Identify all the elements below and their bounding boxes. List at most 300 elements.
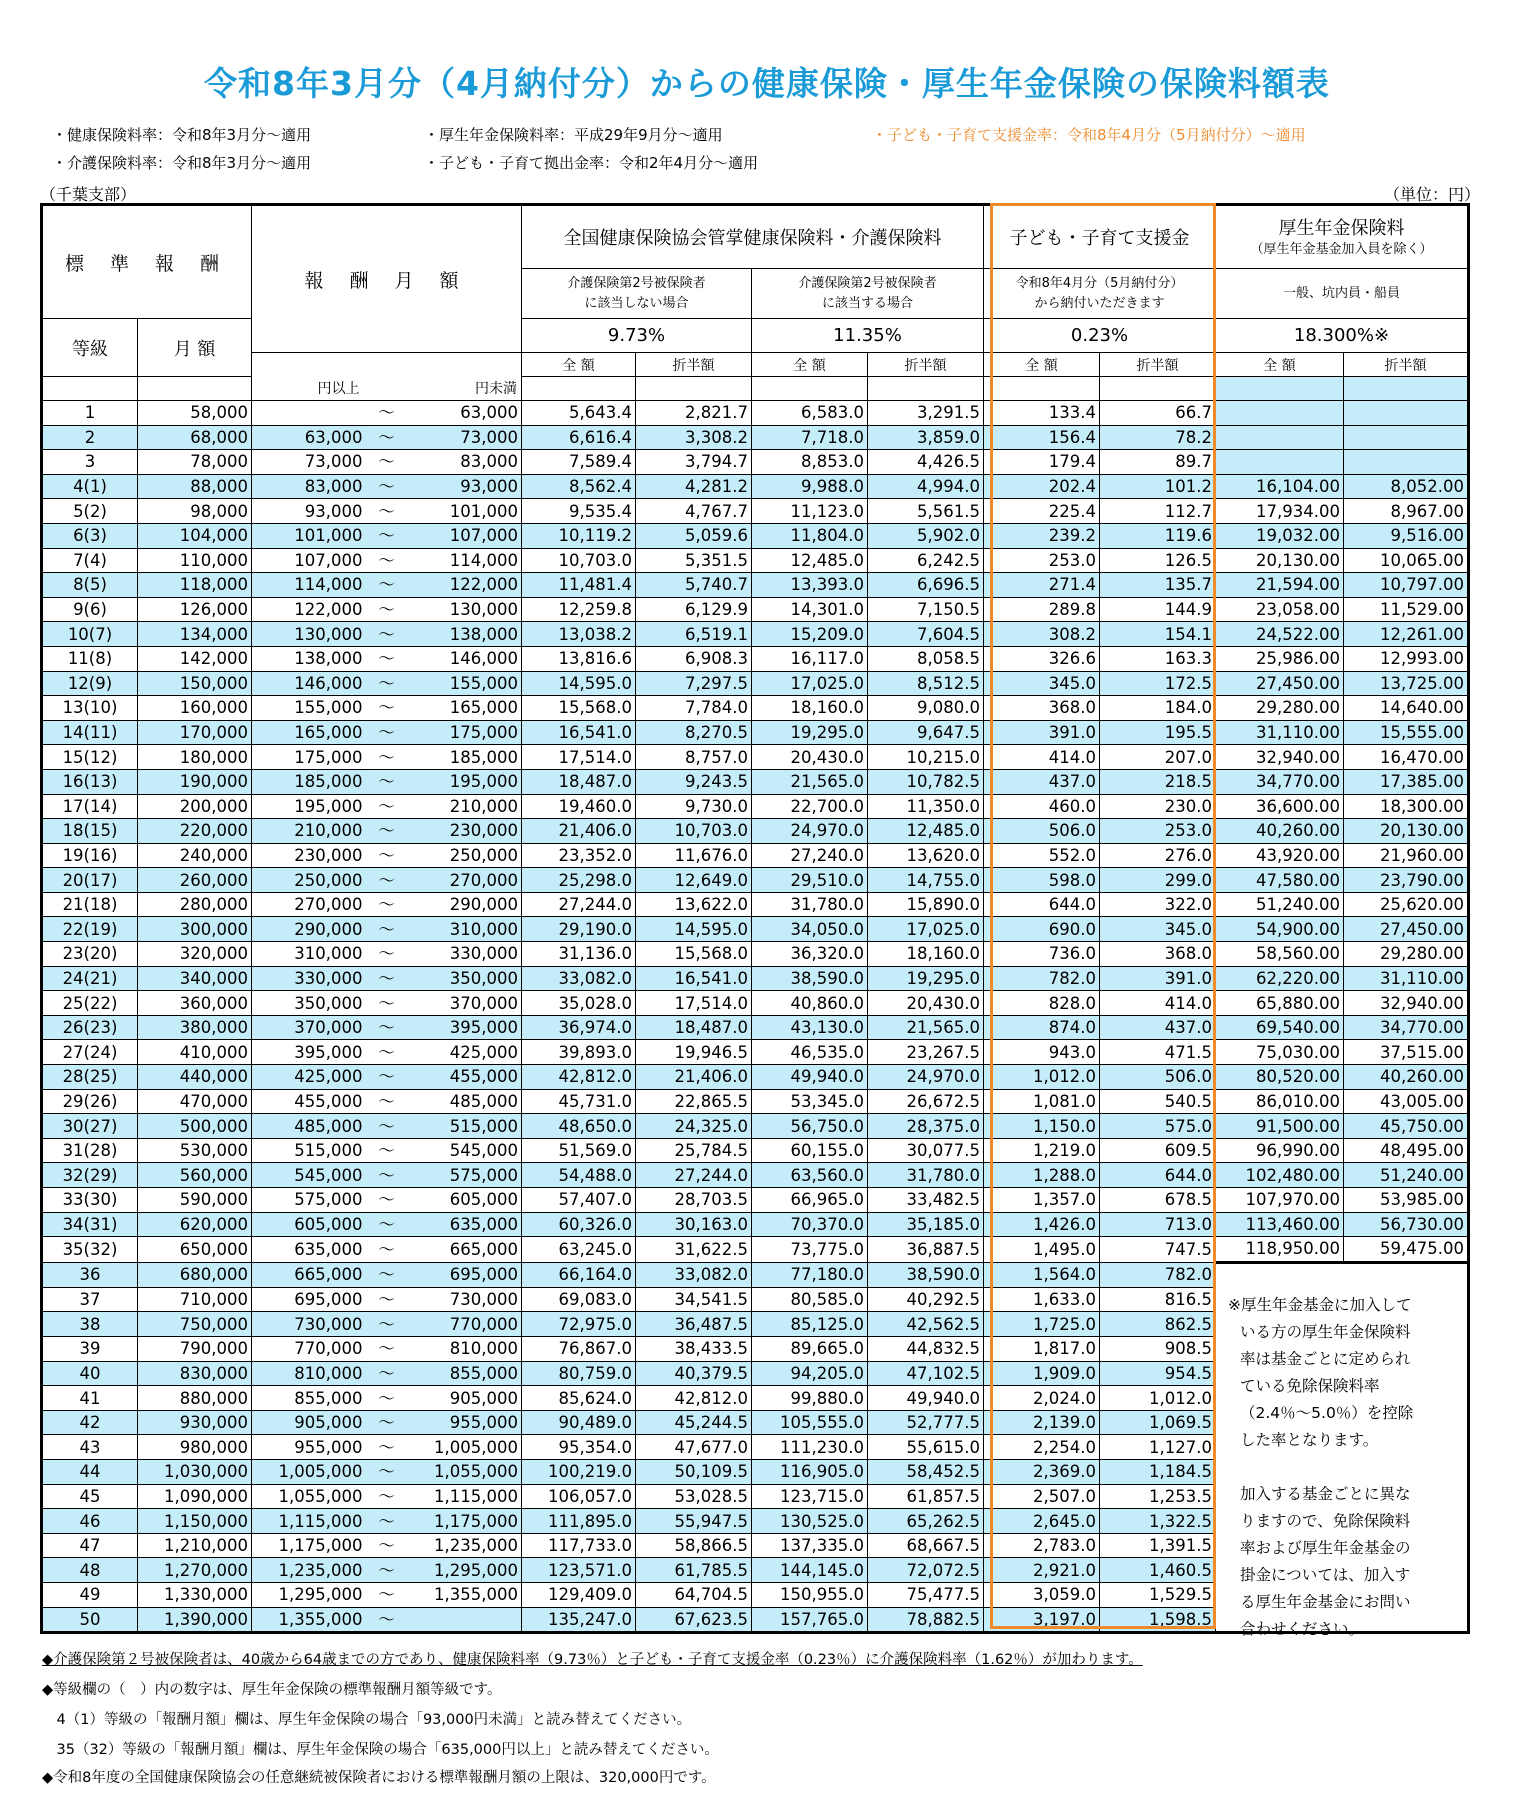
cell-health-full: 95,354.0 (522, 1435, 636, 1460)
cell-care-half: 18,160.0 (868, 942, 984, 967)
cell-range-from: 230,000 (252, 843, 366, 868)
table-row (42, 942, 1469, 967)
cell-health-full: 66,164.0 (522, 1262, 636, 1287)
cell-pension-full: 75,030.00 (1216, 1040, 1344, 1065)
cell-child-half: 609.5 (1100, 1138, 1216, 1163)
cell-monthly: 1,330,000 (138, 1583, 252, 1608)
cell-range-tilde: ～ (366, 892, 408, 917)
cell-care-full: 144,145.0 (752, 1558, 868, 1583)
cell-care-half: 14,755.0 (868, 868, 984, 893)
header-child-sub-line1: 令和8年4月分（5月納付分） (1015, 275, 1184, 291)
cell-pension-half: 59,475.00 (1344, 1237, 1469, 1263)
cell-child-half: 908.5 (1100, 1337, 1216, 1362)
cell-grade: 44 (42, 1460, 138, 1485)
cell-care-half: 8,512.5 (868, 671, 984, 696)
cell-health-full: 31,136.0 (522, 942, 636, 967)
cell-care-full: 12,485.0 (752, 548, 868, 573)
table-row (42, 769, 1469, 794)
cell-care-half: 10,782.5 (868, 769, 984, 794)
cell-monthly: 1,390,000 (138, 1607, 252, 1633)
cell-range-from: 370,000 (252, 1015, 366, 1040)
cell-child-full: 2,139.0 (984, 1410, 1100, 1435)
cell-range-to: 395,000 (408, 1015, 522, 1040)
cell-child-full: 1,633.0 (984, 1287, 1100, 1312)
cell-pension-half: 32,940.00 (1344, 991, 1469, 1016)
cell-health-full: 57,407.0 (522, 1188, 636, 1213)
cell-grade: 30(27) (42, 1114, 138, 1139)
cell-pension-full (1216, 425, 1344, 450)
cell-child-full: 552.0 (984, 843, 1100, 868)
cell-care-half: 24,970.0 (868, 1065, 984, 1090)
cell-child-half: 135.7 (1100, 573, 1216, 598)
cell-child-full: 156.4 (984, 425, 1100, 450)
cell-health-half: 61,785.5 (636, 1558, 752, 1583)
cell-care-half: 44,832.5 (868, 1337, 984, 1362)
cell-grade: 29(26) (42, 1089, 138, 1114)
cell-child-half: 506.0 (1100, 1065, 1216, 1090)
cell-child-full: 736.0 (984, 942, 1100, 967)
cell-child-half: 954.5 (1100, 1361, 1216, 1386)
cell-child-full: 345.0 (984, 671, 1100, 696)
cell-range-to: 250,000 (408, 843, 522, 868)
cell-child-full: 2,645.0 (984, 1509, 1100, 1534)
label-half: 折半額 (1344, 353, 1469, 377)
cell-pension-half: 10,797.00 (1344, 573, 1469, 598)
cell-health-half: 13,622.0 (636, 892, 752, 917)
cell-care-half: 68,667.5 (868, 1533, 984, 1558)
cell-range-from: 515,000 (252, 1138, 366, 1163)
cell-pension-full (1216, 401, 1344, 426)
cell-health-full: 21,406.0 (522, 819, 636, 844)
cell-child-full: 2,783.0 (984, 1533, 1100, 1558)
cell-range-tilde: ～ (366, 843, 408, 868)
cell-range-to: 155,000 (408, 671, 522, 696)
header-pension-sub: （厚生年金基金加入員を除く） (1250, 242, 1433, 257)
cell-monthly: 980,000 (138, 1435, 252, 1460)
cell-care-half: 65,262.5 (868, 1509, 984, 1534)
cell-care-full: 36,320.0 (752, 942, 868, 967)
cell-care-half: 4,994.0 (868, 474, 984, 499)
cell-monthly: 104,000 (138, 523, 252, 548)
cell-care-half: 8,058.5 (868, 646, 984, 671)
rate-care: 11.35% (752, 319, 984, 353)
cell-monthly: 118,000 (138, 573, 252, 598)
cell-care-half: 52,777.5 (868, 1410, 984, 1435)
table-row (42, 1237, 1469, 1263)
cell-health-half: 38,433.5 (636, 1337, 752, 1362)
cell-child-full: 271.4 (984, 573, 1100, 598)
cell-child-full: 2,369.0 (984, 1460, 1100, 1485)
cell-care-half: 11,350.0 (868, 794, 984, 819)
cell-range-from: 855,000 (252, 1386, 366, 1411)
cell-grade: 20(17) (42, 868, 138, 893)
cell-care-half: 3,859.0 (868, 425, 984, 450)
cell-child-half: 1,322.5 (1100, 1509, 1216, 1534)
cell-monthly: 126,000 (138, 597, 252, 622)
cell-care-half: 20,430.0 (868, 991, 984, 1016)
cell-health-full: 35,028.0 (522, 991, 636, 1016)
cell-child-full: 506.0 (984, 819, 1100, 844)
table-row (42, 696, 1469, 721)
cell-range-from (252, 401, 366, 426)
cell-care-full: 46,535.0 (752, 1040, 868, 1065)
cell-range-from: 122,000 (252, 597, 366, 622)
cell-health-half: 6,129.9 (636, 597, 752, 622)
footnote-grade-4: 4（1）等級の「報酬月額」欄は、厚生年金保険の場合「93,000円未満」と読み替えてください。 (42, 1712, 692, 1728)
cell-range-tilde: ～ (366, 450, 408, 475)
cell-range-tilde: ～ (366, 720, 408, 745)
cell-range-from: 1,235,000 (252, 1558, 366, 1583)
cell-range-tilde: ～ (366, 819, 408, 844)
header-child-sub (984, 269, 1216, 319)
cell-range-from: 146,000 (252, 671, 366, 696)
cell-range-to: 63,000 (408, 401, 522, 426)
cell-child-half: 747.5 (1100, 1237, 1216, 1263)
cell-health-half: 9,730.0 (636, 794, 752, 819)
cell-health-full: 36,974.0 (522, 1015, 636, 1040)
table-row (42, 646, 1469, 671)
cell-range-from: 83,000 (252, 474, 366, 499)
rate-pension: 18.300%※ (1216, 319, 1469, 353)
cell-monthly: 88,000 (138, 474, 252, 499)
cell-child-full: 1,219.0 (984, 1138, 1100, 1163)
cell-pension-half: 37,515.00 (1344, 1040, 1469, 1065)
cell-health-half: 53,028.5 (636, 1484, 752, 1509)
footnote-care: ◆介護保険第２号被保険者は、40歳から64歳までの方であり、健康保険料率（9.73％）と子ども・子育て支援金率（0.23％）に介護保険料率（1.62％）が加わります。 (42, 1652, 1143, 1668)
cell-range-tilde: ～ (366, 1015, 408, 1040)
cell-range-to: 730,000 (408, 1287, 522, 1312)
cell-pension-full: 20,130.00 (1216, 548, 1344, 573)
cell-range-tilde: ～ (366, 597, 408, 622)
cell-grade: 10(7) (42, 622, 138, 647)
cell-health-full: 10,703.0 (522, 548, 636, 573)
pension-note-line: 掛金については、加入す (1240, 1566, 1411, 1584)
cell-monthly: 98,000 (138, 499, 252, 524)
cell-monthly: 200,000 (138, 794, 252, 819)
cell-health-full: 6,616.4 (522, 425, 636, 450)
footnote-grade-35: 35（32）等級の「報酬月額」欄は、厚生年金保険の場合「635,000円以上」と読み替えてください。 (42, 1742, 719, 1758)
cell-health-half: 16,541.0 (636, 966, 752, 991)
cell-pension-half (1344, 450, 1469, 475)
cell-health-full: 19,460.0 (522, 794, 636, 819)
cell-child-half: 207.0 (1100, 745, 1216, 770)
cell-health-half: 15,568.0 (636, 942, 752, 967)
cell-health-full: 29,190.0 (522, 917, 636, 942)
cell-range-from: 165,000 (252, 720, 366, 745)
cell-care-half: 31,780.0 (868, 1163, 984, 1188)
cell-pension-half: 9,516.00 (1344, 523, 1469, 548)
cell-care-full: 11,123.0 (752, 499, 868, 524)
header-pension-kind: 一般、坑内員・船員 (1216, 269, 1469, 319)
cell-care-half: 28,375.0 (868, 1114, 984, 1139)
cell-monthly: 220,000 (138, 819, 252, 844)
cell-range-to: 545,000 (408, 1138, 522, 1163)
cell-care-full: 31,780.0 (752, 892, 868, 917)
care-rate-note: ・介護保険料率：令和8年3月分～適用 (52, 154, 312, 172)
cell-pension-half: 43,005.00 (1344, 1089, 1469, 1114)
cell-range-tilde: ～ (366, 745, 408, 770)
cell-care-full: 20,430.0 (752, 745, 868, 770)
pension-note-line: ている免除保険料率 (1240, 1377, 1380, 1395)
cell-child-full: 3,197.0 (984, 1607, 1100, 1633)
cell-range-to: 270,000 (408, 868, 522, 893)
cell-child-half: 862.5 (1100, 1312, 1216, 1337)
label-half: 折半額 (1100, 353, 1216, 377)
cell-health-full: 33,082.0 (522, 966, 636, 991)
cell-child-full: 1,150.0 (984, 1114, 1100, 1139)
cell-monthly: 134,000 (138, 622, 252, 647)
table-row (42, 548, 1469, 573)
unit-label: （単位：円） (1384, 185, 1481, 204)
cell-range-to: 605,000 (408, 1188, 522, 1213)
cell-health-half: 21,406.0 (636, 1065, 752, 1090)
label-full: 全 額 (984, 353, 1100, 377)
cell-health-full: 23,352.0 (522, 843, 636, 868)
pension-note-line: 率は基金ごとに定められ (1240, 1350, 1411, 1368)
cell-grade: 19(16) (42, 843, 138, 868)
cell-care-half: 15,890.0 (868, 892, 984, 917)
cell-health-half: 30,163.0 (636, 1212, 752, 1237)
cell-grade: 34(31) (42, 1212, 138, 1237)
table-row (42, 671, 1469, 696)
cell-range-from: 175,000 (252, 745, 366, 770)
table-row (42, 1015, 1469, 1040)
cell-child-full: 308.2 (984, 622, 1100, 647)
table-row (42, 1089, 1469, 1114)
cell-child-full: 239.2 (984, 523, 1100, 548)
cell-grade: 8(5) (42, 573, 138, 598)
cell-grade: 6(3) (42, 523, 138, 548)
table-row (42, 1114, 1469, 1139)
table-row (42, 425, 1469, 450)
cell-range-to: 955,000 (408, 1410, 522, 1435)
cell-child-half: 1,529.5 (1100, 1583, 1216, 1608)
cell-range-to: 1,005,000 (408, 1435, 522, 1460)
cell-range-from: 1,295,000 (252, 1583, 366, 1608)
cell-monthly: 320,000 (138, 942, 252, 967)
cell-pension-half: 40,260.00 (1344, 1065, 1469, 1090)
table-row (42, 523, 1469, 548)
page-title: 令和8年3月分（4月納付分）からの健康保険・厚生年金保険の保険料額表 (204, 64, 1330, 103)
cell-care-half: 55,615.0 (868, 1435, 984, 1460)
cell-child-full: 2,254.0 (984, 1435, 1100, 1460)
cell-range-from: 1,055,000 (252, 1484, 366, 1509)
cell-health-half: 67,623.5 (636, 1607, 752, 1633)
cell-range-to: 146,000 (408, 646, 522, 671)
cell-range-from: 330,000 (252, 966, 366, 991)
cell-child-full: 1,725.0 (984, 1312, 1100, 1337)
cell-care-full: 89,665.0 (752, 1337, 868, 1362)
cell-child-half: 575.0 (1100, 1114, 1216, 1139)
cell-care-half: 5,902.0 (868, 523, 984, 548)
cell-care-full: 24,970.0 (752, 819, 868, 844)
cell-health-full: 25,298.0 (522, 868, 636, 893)
cell-range-to: 138,000 (408, 622, 522, 647)
cell-health-full: 13,816.6 (522, 646, 636, 671)
cell-range-tilde: ～ (366, 1163, 408, 1188)
cell-health-half: 22,865.5 (636, 1089, 752, 1114)
cell-grade: 21(18) (42, 892, 138, 917)
cell-care-half: 21,565.0 (868, 1015, 984, 1040)
cell-pension-full: 32,940.00 (1216, 745, 1344, 770)
table-row (42, 401, 1469, 426)
cell-range-from: 63,000 (252, 425, 366, 450)
cell-pension-half: 8,052.00 (1344, 474, 1469, 499)
cell-child-full: 368.0 (984, 696, 1100, 721)
cell-range-to: 905,000 (408, 1386, 522, 1411)
table-row (42, 892, 1469, 917)
cell-monthly: 58,000 (138, 401, 252, 426)
child-support-note: ・子ども・子育て支援金率：令和8年4月分（5月納付分）～適用 (872, 126, 1306, 144)
cell-child-half: 144.9 (1100, 597, 1216, 622)
cell-grade: 39 (42, 1337, 138, 1362)
cell-monthly: 500,000 (138, 1114, 252, 1139)
cell-pension-half: 21,960.00 (1344, 843, 1469, 868)
cell-range-from: 425,000 (252, 1065, 366, 1090)
cell-range-from: 1,355,000 (252, 1607, 366, 1633)
cell-health-full: 12,259.8 (522, 597, 636, 622)
pension-note-line: （2.4％～5.0％）を控除 (1240, 1404, 1414, 1422)
cell-health-full: 9,535.4 (522, 499, 636, 524)
cell-health-full: 129,409.0 (522, 1583, 636, 1608)
cell-range-tilde: ～ (366, 966, 408, 991)
cell-care-half: 9,647.5 (868, 720, 984, 745)
cell-monthly: 240,000 (138, 843, 252, 868)
pension-note-line: いる方の厚生年金保険料 (1240, 1323, 1411, 1341)
cell-grade: 48 (42, 1558, 138, 1583)
cell-health-half: 18,487.0 (636, 1015, 752, 1040)
footnote-upper-limit: ◆令和8年度の全国健康保険協会の任意継続被保険者における標準報酬月額の上限は、320,000円です。 (42, 1770, 716, 1786)
cell-range-tilde: ～ (366, 1533, 408, 1558)
cell-monthly: 710,000 (138, 1287, 252, 1312)
cell-pension-half: 56,730.00 (1344, 1212, 1469, 1237)
cell-child-full: 2,507.0 (984, 1484, 1100, 1509)
cell-pension-half: 23,790.00 (1344, 868, 1469, 893)
cell-child-half: 1,253.5 (1100, 1484, 1216, 1509)
cell-child-half: 119.6 (1100, 523, 1216, 548)
cell-range-to: 1,055,000 (408, 1460, 522, 1485)
cell-pension-full: 102,480.00 (1216, 1163, 1344, 1188)
cell-health-half: 6,908.3 (636, 646, 752, 671)
cell-grade: 16(13) (42, 769, 138, 794)
cell-range-tilde: ～ (366, 1509, 408, 1534)
cell-pension-full: 96,990.00 (1216, 1138, 1344, 1163)
cell-health-full: 90,489.0 (522, 1410, 636, 1435)
cell-range-tilde: ～ (366, 1361, 408, 1386)
cell-range-to: 635,000 (408, 1212, 522, 1237)
cell-range-tilde: ～ (366, 1558, 408, 1583)
table-row (42, 794, 1469, 819)
cell-monthly: 1,150,000 (138, 1509, 252, 1534)
pension-note-line: ※厚生年金基金に加入して (1228, 1296, 1412, 1314)
table-row (42, 499, 1469, 524)
cell-health-half: 17,514.0 (636, 991, 752, 1016)
cell-monthly: 440,000 (138, 1065, 252, 1090)
cell-monthly: 410,000 (138, 1040, 252, 1065)
cell-monthly: 750,000 (138, 1312, 252, 1337)
cell-grade: 4(1) (42, 474, 138, 499)
cell-health-full: 69,083.0 (522, 1287, 636, 1312)
cell-pension-half: 14,640.00 (1344, 696, 1469, 721)
cell-range-to: 485,000 (408, 1089, 522, 1114)
branch-label: （千葉支部） (40, 185, 137, 204)
cell-grade: 49 (42, 1583, 138, 1608)
cell-health-half: 50,109.5 (636, 1460, 752, 1485)
cell-range-from: 1,115,000 (252, 1509, 366, 1534)
cell-health-half: 58,866.5 (636, 1533, 752, 1558)
cell-child-full: 598.0 (984, 868, 1100, 893)
cell-range-to: 455,000 (408, 1065, 522, 1090)
cell-range-tilde: ～ (366, 868, 408, 893)
cell-child-full: 2,024.0 (984, 1386, 1100, 1411)
cell-monthly: 1,210,000 (138, 1533, 252, 1558)
cell-care-full: 105,555.0 (752, 1410, 868, 1435)
cell-child-full: 943.0 (984, 1040, 1100, 1065)
cell-care-full: 17,025.0 (752, 671, 868, 696)
cell-care-half: 35,185.0 (868, 1212, 984, 1237)
pension-note-line: 加入する基金ごとに異な (1240, 1485, 1411, 1503)
cell-pension-half: 25,620.00 (1344, 892, 1469, 917)
pension-note-line (1240, 1454, 1510, 1481)
cell-child-full: 202.4 (984, 474, 1100, 499)
cell-pension-half: 34,770.00 (1344, 1015, 1469, 1040)
cell-range-tilde: ～ (366, 1460, 408, 1485)
cell-child-full: 133.4 (984, 401, 1100, 426)
cell-pension-half: 17,385.00 (1344, 769, 1469, 794)
cell-health-half: 9,243.5 (636, 769, 752, 794)
cell-range-from: 290,000 (252, 917, 366, 942)
cell-range-to: 1,295,000 (408, 1558, 522, 1583)
cell-grade: 41 (42, 1386, 138, 1411)
cell-range-tilde: ～ (366, 474, 408, 499)
header-child-sub-line2: から納付いただきます (1034, 295, 1165, 311)
cell-care-full: 14,301.0 (752, 597, 868, 622)
table-row (42, 745, 1469, 770)
cell-range-to: 575,000 (408, 1163, 522, 1188)
cell-grade: 42 (42, 1410, 138, 1435)
cell-care-full: 22,700.0 (752, 794, 868, 819)
cell-pension-half: 12,261.00 (1344, 622, 1469, 647)
cell-health-full: 45,731.0 (522, 1089, 636, 1114)
cell-range-from: 310,000 (252, 942, 366, 967)
cell-care-half: 61,857.5 (868, 1484, 984, 1509)
pension-note-line: りますので、免除保険料 (1240, 1512, 1411, 1530)
cell-range-tilde: ～ (366, 942, 408, 967)
cell-pension-full: 113,460.00 (1216, 1212, 1344, 1237)
cell-child-half: 816.5 (1100, 1287, 1216, 1312)
cell-health-full: 11,481.4 (522, 573, 636, 598)
cell-monthly: 170,000 (138, 720, 252, 745)
cell-health-half: 3,308.2 (636, 425, 752, 450)
cell-care-full: 137,335.0 (752, 1533, 868, 1558)
cell-care-full: 60,155.0 (752, 1138, 868, 1163)
cell-monthly: 830,000 (138, 1361, 252, 1386)
cell-range-tilde: ～ (366, 573, 408, 598)
cell-range-tilde: ～ (366, 671, 408, 696)
cell-pension-full: 19,032.00 (1216, 523, 1344, 548)
cell-child-half: 112.7 (1100, 499, 1216, 524)
cell-range-tilde: ～ (366, 548, 408, 573)
cell-care-full: 123,715.0 (752, 1484, 868, 1509)
cell-health-full: 18,487.0 (522, 769, 636, 794)
cell-health-full: 135,247.0 (522, 1607, 636, 1633)
cell-care-full: 150,955.0 (752, 1583, 868, 1608)
cell-care-full: 49,940.0 (752, 1065, 868, 1090)
cell-pension-half: 18,300.00 (1344, 794, 1469, 819)
cell-grade: 50 (42, 1607, 138, 1633)
cell-pension-half: 45,750.00 (1344, 1114, 1469, 1139)
cell-range-from: 138,000 (252, 646, 366, 671)
